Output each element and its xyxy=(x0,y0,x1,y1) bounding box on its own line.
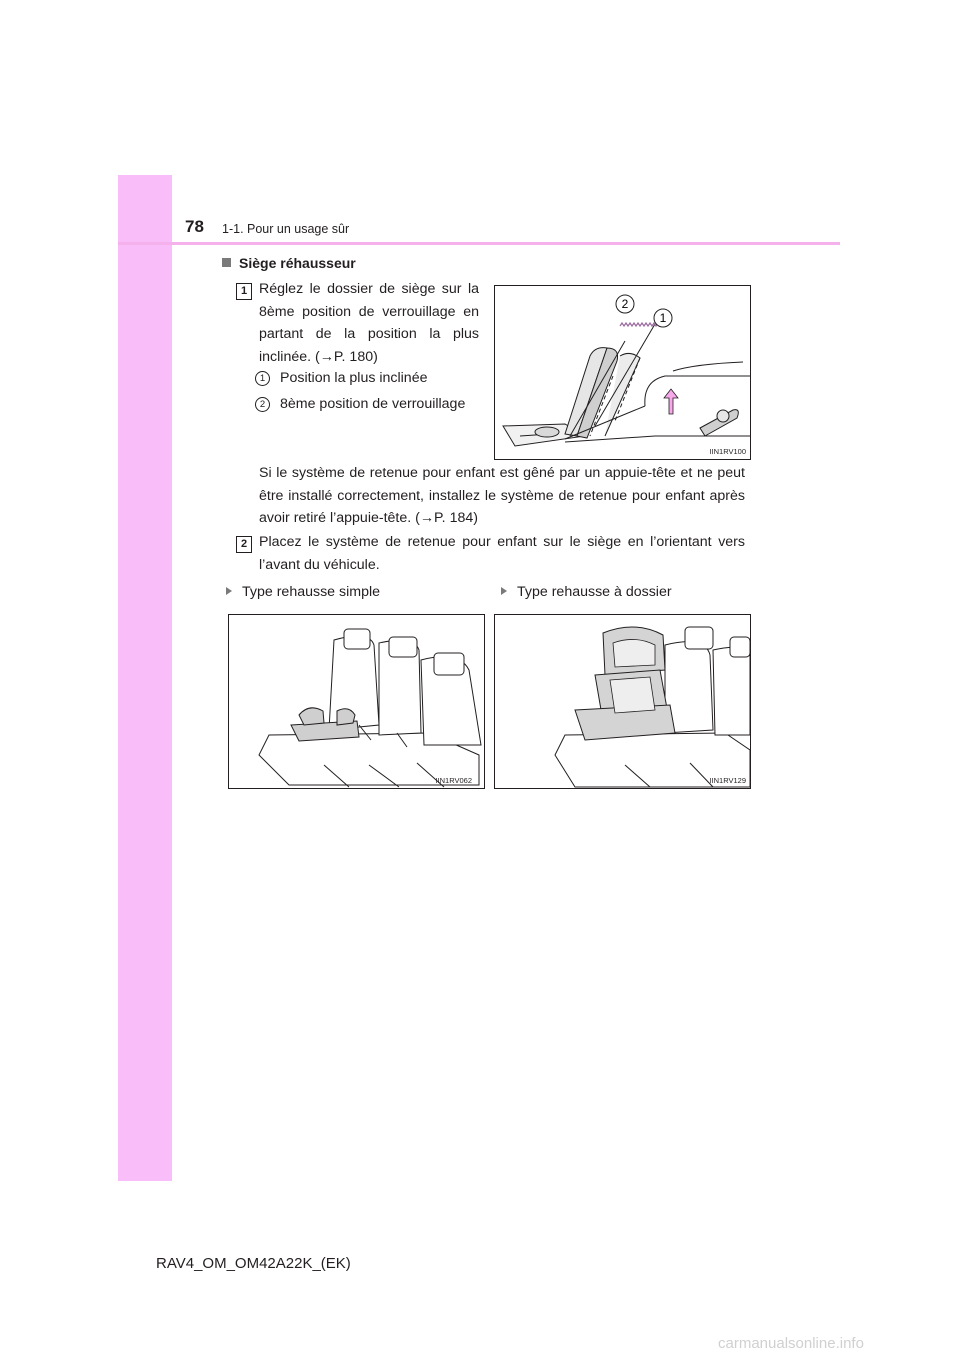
seat-recline-figure xyxy=(494,285,751,460)
item-1-text: Position la plus inclinée xyxy=(280,370,428,386)
header-rule xyxy=(118,242,840,245)
figure-code: IIN1RV129 xyxy=(709,776,746,785)
item-1-marker: 1 xyxy=(255,371,270,386)
figure-code: IIN1RV062 xyxy=(435,776,472,785)
item-2-text: 8ème position de verrouillage xyxy=(280,396,466,412)
triangle-bullet-icon xyxy=(226,587,232,595)
booster-backed-figure xyxy=(494,614,751,789)
callout-1: 1 xyxy=(659,311,667,325)
watermark: carmanualsonline.info xyxy=(718,1335,864,1352)
booster-simple-figure xyxy=(228,614,485,789)
step-1-followup: Si le système de retenue pour enfant est gêné par un appuie-tête et ne peut être installé correctement, installez le système de retenue pour enfant après avoir retiré l’appuie-tête. (→P. 184) xyxy=(259,465,745,526)
step-1-marker: 1 xyxy=(236,283,252,300)
side-tab-band xyxy=(118,175,172,1181)
type-simple-label: Type rehausse simple xyxy=(226,584,380,600)
seat-recline-illustration xyxy=(495,286,750,459)
square-bullet-icon xyxy=(222,258,231,267)
type-backed-label: Type rehausse à dossier xyxy=(501,584,672,600)
item-2-marker: 2 xyxy=(255,397,270,412)
triangle-bullet-icon xyxy=(501,587,507,595)
footer-doc-code: RAV4_OM_OM42A22K_(EK) xyxy=(156,1255,351,1272)
callout-2: 2 xyxy=(621,297,629,311)
section-title: 1-1. Pour un usage sûr xyxy=(222,222,350,236)
figure-code: IIN1RV100 xyxy=(709,447,746,456)
step-2-text: Placez le système de retenue pour enfant sur le siège en l’orientant vers l’avant du véhicule. xyxy=(259,534,745,573)
section-heading xyxy=(222,255,356,271)
step-1-text: Réglez le dossier de siège sur la 8ème position de verrouillage en partant de la position la plus inclinée. (→P. 180) xyxy=(259,281,479,365)
heading-text: Siège réhausseur xyxy=(239,255,356,271)
page-number: 78 xyxy=(185,217,204,236)
booster-simple-illustration xyxy=(229,615,484,788)
step-2-marker: 2 xyxy=(236,536,252,553)
booster-backed-illustration xyxy=(495,615,750,788)
